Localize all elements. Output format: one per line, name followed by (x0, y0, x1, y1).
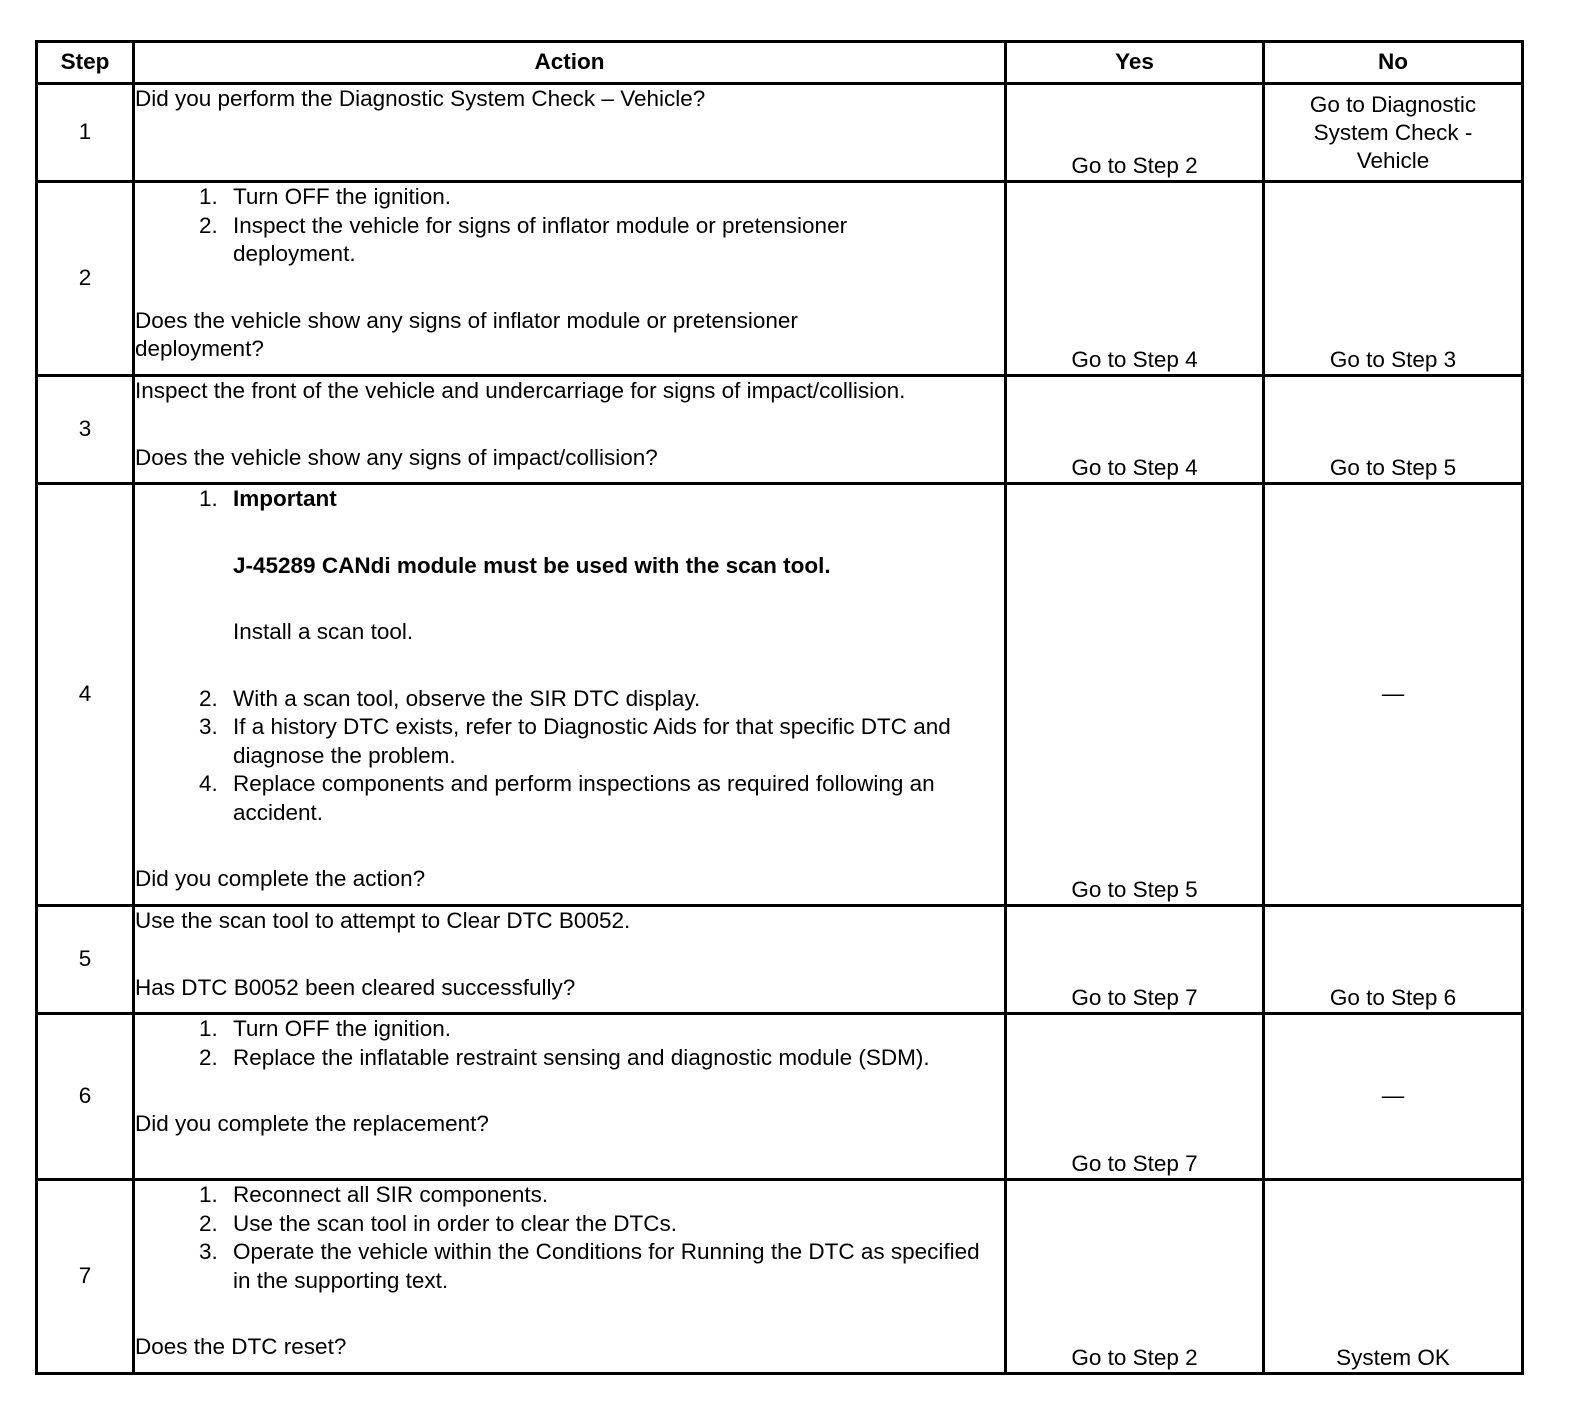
action-cell (134, 84, 1006, 182)
step-number: 1 (37, 84, 134, 182)
action-cell (134, 1180, 1006, 1374)
action-list-item (135, 1015, 1004, 1044)
action-list-item (135, 212, 1004, 269)
no-cell: System OK (1264, 1180, 1523, 1374)
action-list-item (135, 485, 1004, 647)
yes-cell: Go to Step 2 (1006, 1180, 1264, 1374)
no-cell: Go to Step 6 (1264, 906, 1523, 1014)
step-number: 4 (37, 484, 134, 906)
header-row (37, 42, 1523, 84)
action-question: Does the vehicle show any signs of inflator module or pretensioner deployment? (135, 307, 798, 361)
action-cell (134, 182, 1006, 376)
action-cell (134, 376, 1006, 484)
important-note: J-45289 CANdi module must be used with the scan tool. (233, 552, 831, 578)
action-intro: Use the scan tool to attempt to Clear DTC B0052. (135, 908, 631, 933)
table-row (37, 1180, 1523, 1374)
no-cell: — (1264, 484, 1523, 906)
diagnostic-table (35, 40, 1524, 1375)
action-list-item (135, 1238, 1004, 1295)
item-number: 2. (199, 1044, 218, 1070)
action-question: Does the DTC reset? (135, 1334, 347, 1359)
table-row (37, 1014, 1523, 1180)
step-number: 6 (37, 1014, 134, 1180)
header-action: Action (134, 42, 1006, 84)
item-text: Replace the inflatable restraint sensing and diagnostic module (SDM). (233, 1044, 930, 1070)
item-number: 3. (199, 1239, 218, 1264)
step-number: 7 (37, 1180, 134, 1374)
header-yes: Yes (1006, 42, 1264, 84)
item-number: 2. (199, 1210, 218, 1236)
no-cell: Go to Step 5 (1264, 376, 1523, 484)
action-list-item (135, 1210, 1004, 1239)
yes-cell: Go to Step 4 (1006, 376, 1264, 484)
action-list-item (135, 770, 1004, 827)
table-row (37, 376, 1523, 484)
yes-cell: Go to Step 5 (1006, 484, 1264, 906)
step-number: 5 (37, 906, 134, 1014)
table-row (37, 182, 1523, 376)
item-text: Reconnect all SIR components. (233, 1182, 549, 1207)
table-row (37, 484, 1523, 906)
item-text: Install a scan tool. (233, 619, 414, 644)
action-intro: Inspect the front of the vehicle and undercarriage for signs of impact/collision. (135, 378, 906, 403)
step-number: 2 (37, 182, 134, 376)
item-text: With a scan tool, observe the SIR DTC display. (233, 685, 701, 711)
action-question: Does the vehicle show any signs of impact/collision? (135, 444, 658, 470)
item-number: 2. (199, 685, 218, 711)
header-no: No (1264, 42, 1523, 84)
action-question: Did you perform the Diagnostic System Check – Vehicle? (135, 86, 706, 111)
item-text: Inspect the vehicle for signs of inflator module or pretensioner deployment. (233, 212, 848, 266)
action-list-item (135, 1044, 1004, 1073)
item-text: Replace components and perform inspections as required following an accident. (233, 771, 935, 825)
item-text: Turn OFF the ignition. (233, 184, 452, 209)
action-question: Did you complete the action? (135, 866, 426, 891)
no-cell: — (1264, 1014, 1523, 1180)
item-number: 2. (199, 212, 218, 238)
item-number: 1. (199, 1016, 218, 1041)
table-row (37, 906, 1523, 1014)
action-cell (134, 484, 1006, 906)
step-number: 3 (37, 376, 134, 484)
action-list-item (135, 685, 1004, 714)
yes-cell: Go to Step 7 (1006, 906, 1264, 1014)
item-number: 1. (199, 486, 218, 511)
item-text: If a history DTC exists, refer to Diagnostic Aids for that specific DTC and diagnose the problem. (233, 714, 951, 768)
action-question: Did you complete the replacement? (135, 1111, 489, 1136)
item-number: 4. (199, 771, 218, 796)
table-row (37, 84, 1523, 182)
action-list-item (135, 713, 1004, 770)
yes-cell: Go to Step 4 (1006, 182, 1264, 376)
no-cell: Go to Step 3 (1264, 182, 1523, 376)
item-text: Turn OFF the ignition. (233, 1016, 452, 1041)
item-number: 3. (199, 714, 218, 739)
item-text: Operate the vehicle within the Conditions for Running the DTC as specified in the supporting text. (233, 1239, 980, 1293)
action-question: Has DTC B0052 been cleared successfully? (135, 974, 576, 1000)
header-step: Step (37, 42, 134, 84)
yes-cell: Go to Step 2 (1006, 84, 1264, 182)
action-list-item (135, 1181, 1004, 1210)
yes-cell: Go to Step 7 (1006, 1014, 1264, 1180)
action-list-item (135, 183, 1004, 212)
important-heading: Important (233, 486, 337, 511)
action-cell (134, 906, 1006, 1014)
no-cell: Go to Diagnostic System Check - Vehicle (1264, 84, 1523, 182)
item-number: 1. (199, 1182, 218, 1207)
item-text: Use the scan tool in order to clear the DTCs. (233, 1210, 677, 1236)
item-number: 1. (199, 184, 218, 209)
action-cell (134, 1014, 1006, 1180)
